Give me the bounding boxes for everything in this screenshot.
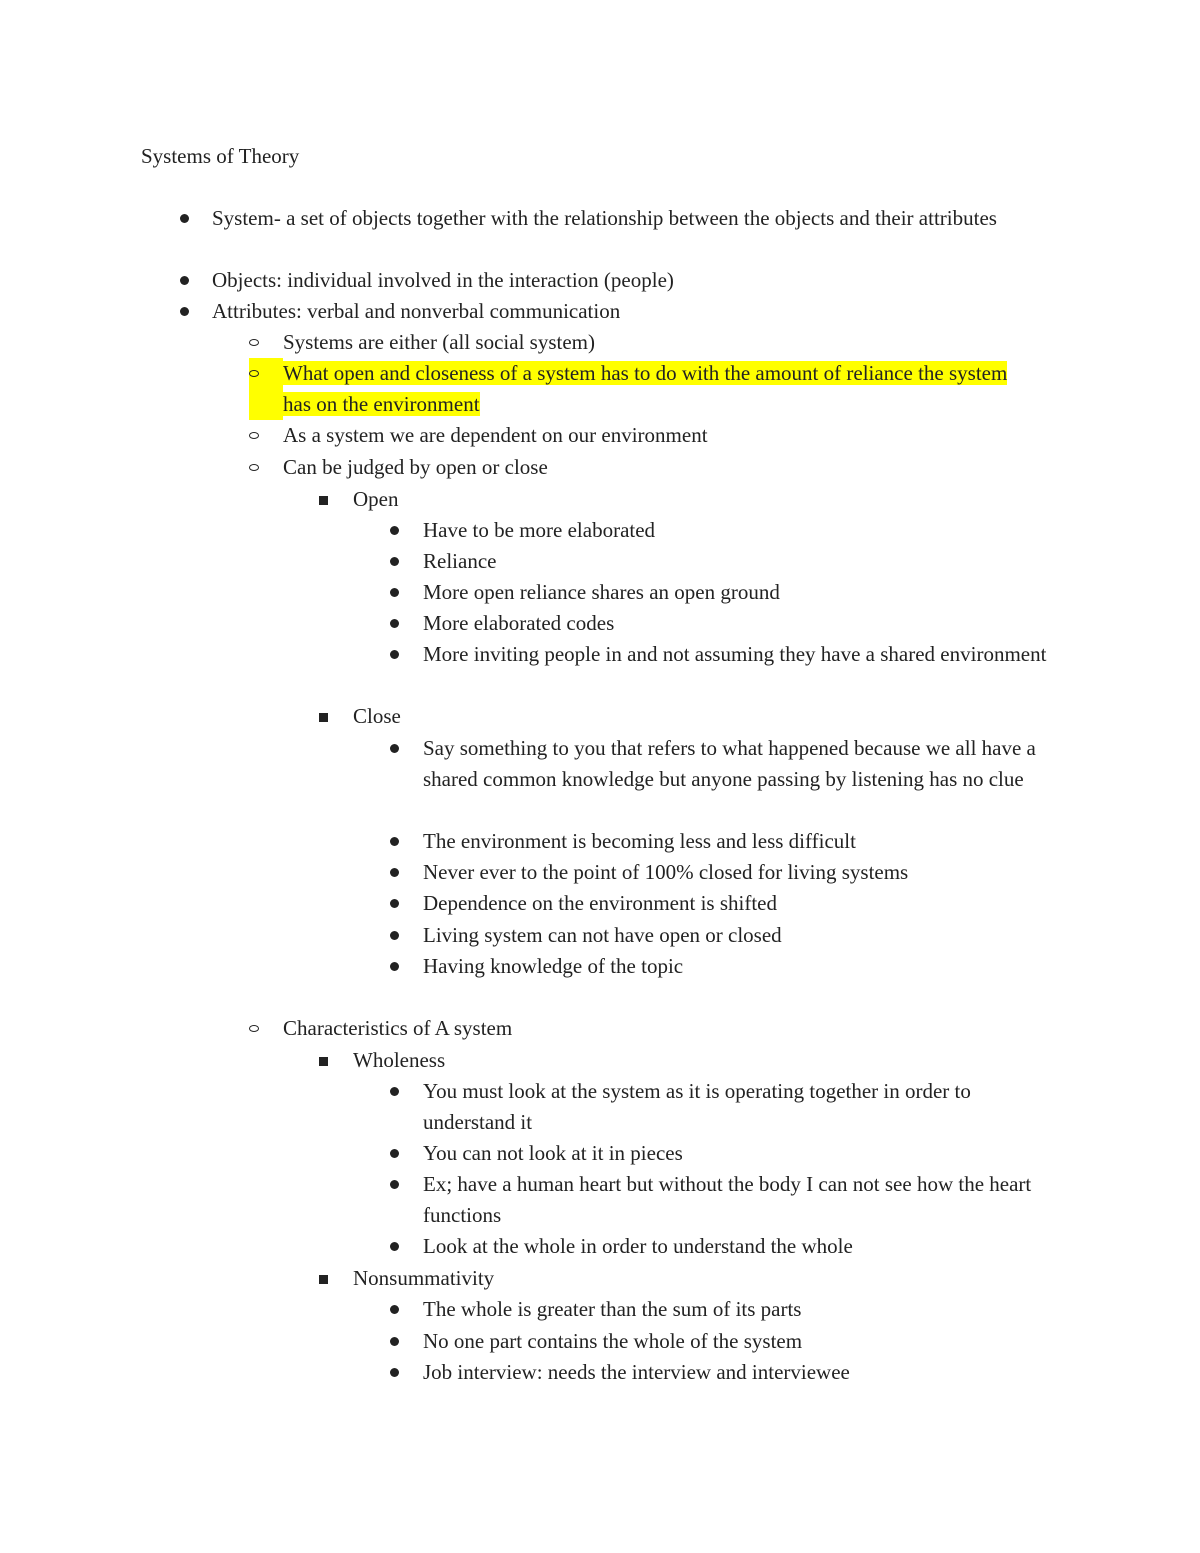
bullet-disc-icon (390, 1368, 399, 1377)
bullet-disc-icon (390, 744, 399, 753)
list-item-text (212, 203, 1010, 234)
item-text: Close (353, 704, 401, 728)
bullet-disc-icon (390, 588, 399, 597)
list-item-text (423, 1076, 1060, 1138)
bullet-disc-icon (390, 962, 399, 971)
item-text: No one part contains the whole of the system (423, 1329, 803, 1353)
list-item-text (423, 1326, 1060, 1357)
list-item-text (423, 951, 1060, 982)
list-item (390, 1357, 1060, 1388)
bullet-square-icon (319, 1275, 328, 1284)
bullet-circle-icon (249, 1025, 259, 1032)
list-item (180, 296, 1010, 327)
list-item (249, 358, 1030, 420)
list-item (390, 951, 1060, 982)
item-text: Ex; have a human heart but without the body I can not see how the heart functions (423, 1172, 1032, 1227)
item-text: You must look at the system as it is operating together in order to understand it (423, 1079, 971, 1134)
list-item (249, 327, 1030, 358)
item-text: Look at the whole in order to understand the whole (423, 1234, 853, 1258)
list-item (390, 1138, 1060, 1169)
item-text: Systems are either (all social system) (283, 330, 595, 354)
item-text: Reliance (423, 549, 497, 573)
bullet-disc-icon (390, 899, 399, 908)
bullet-disc-icon (390, 868, 399, 877)
item-text: The environment is becoming less and less difficult (423, 829, 856, 853)
bullet-circle-icon (249, 432, 259, 439)
list-item (390, 515, 1060, 546)
list-item-text (423, 888, 1060, 919)
item-text: You can not look at it in pieces (423, 1141, 683, 1165)
list-item-text (353, 1263, 1060, 1294)
list-item (390, 1076, 1060, 1138)
list-item (390, 1169, 1060, 1231)
item-text: Living system can not have open or closed (423, 923, 782, 947)
bullet-disc-icon (180, 214, 189, 223)
bullet-disc-icon (180, 276, 189, 285)
bullet-disc-icon (390, 1242, 399, 1251)
bullet-disc-icon (390, 837, 399, 846)
bullet-disc-icon (390, 1337, 399, 1346)
list-item (319, 1045, 1060, 1076)
list-item-text (423, 1138, 1060, 1169)
list-item (390, 920, 1060, 951)
page-title: Systems of Theory (141, 144, 300, 168)
list-item-text (353, 701, 1060, 732)
list-item-text (283, 452, 1030, 483)
item-text: Job interview: needs the interview and interviewee (423, 1360, 850, 1384)
list-item (390, 733, 1060, 795)
list-item-text (283, 327, 1030, 358)
highlighted-text: What open and closeness of a system has to do with the amount of reliance the system has on the environment (283, 361, 1008, 416)
item-text: Attributes: verbal and nonverbal communication (212, 299, 621, 323)
list-item (249, 420, 1030, 451)
list-item-text (423, 1294, 1060, 1325)
item-text: Say something to you that refers to what happened because we all have a shared common knowledge but anyone passing by listening has no clue (423, 736, 1036, 791)
list-item-text (283, 1013, 1030, 1044)
item-text: Having knowledge of the topic (423, 954, 684, 978)
list-item (319, 1263, 1060, 1294)
item-text: As a system we are dependent on our environment (283, 423, 708, 447)
bullet-circle-icon (249, 464, 259, 471)
list-item-text (283, 420, 1030, 451)
list-item-text (423, 920, 1060, 951)
bullet-circle-icon (249, 370, 259, 377)
bullet-disc-icon (390, 931, 399, 940)
list-item-text (212, 296, 1010, 327)
item-text: Objects: individual involved in the interaction (people) (212, 268, 674, 292)
list-item-text (423, 639, 1060, 670)
bullet-disc-icon (390, 1180, 399, 1189)
bullet-disc-icon (390, 619, 399, 628)
bullet-disc-icon (390, 650, 399, 659)
list-item-text (423, 577, 1060, 608)
list-item-text (423, 1357, 1060, 1388)
bullet-square-icon (319, 713, 328, 722)
list-item (249, 452, 1030, 483)
item-text: The whole is greater than the sum of its parts (423, 1297, 802, 1321)
item-text: System- a set of objects together with the relationship between the objects and their attributes (212, 206, 997, 230)
list-item (390, 1326, 1060, 1357)
list-item (249, 1013, 1030, 1044)
list-item (390, 577, 1060, 608)
list-item-text (423, 1169, 1060, 1231)
item-text: Characteristics of A system (283, 1016, 513, 1040)
list-item-text (212, 265, 1010, 296)
bullet-circle-icon (249, 339, 259, 346)
list-item (390, 888, 1060, 919)
list-item-text (353, 1045, 1060, 1076)
list-item-text (423, 515, 1060, 546)
list-item-text (353, 484, 1060, 515)
bullet-disc-icon (390, 1087, 399, 1096)
list-item (390, 546, 1060, 577)
bullet-square-icon (319, 1057, 328, 1066)
list-item (390, 1294, 1060, 1325)
list-item-text (423, 1231, 1060, 1262)
bullet-disc-icon (180, 307, 189, 316)
item-text: Dependence on the environment is shifted (423, 891, 777, 915)
bullet-disc-icon (390, 526, 399, 535)
item-text: Can be judged by open or close (283, 455, 548, 479)
list-item (390, 826, 1060, 857)
list-item (390, 608, 1060, 639)
item-text: Open (353, 487, 399, 511)
bullet-disc-icon (390, 557, 399, 566)
item-text: More elaborated codes (423, 611, 615, 635)
bullet-disc-icon (390, 1149, 399, 1158)
list-item (390, 639, 1060, 670)
list-item (180, 265, 1010, 296)
list-item-text (423, 546, 1060, 577)
item-text: Nonsummativity (353, 1266, 495, 1290)
list-item-text (423, 857, 1060, 888)
list-item-text (423, 826, 1060, 857)
item-text: More open reliance shares an open ground (423, 580, 780, 604)
bullet-square-icon (319, 496, 328, 505)
item-text: Wholeness (353, 1048, 446, 1072)
item-text: Never ever to the point of 100% closed for living systems (423, 860, 909, 884)
list-item (319, 484, 1060, 515)
list-item-text (283, 358, 1030, 420)
list-item (180, 203, 1010, 234)
list-item (319, 701, 1060, 732)
list-item-text (423, 733, 1060, 795)
item-text: More inviting people in and not assuming they have a shared environment (423, 642, 1047, 666)
list-item (390, 857, 1060, 888)
bullet-disc-icon (390, 1305, 399, 1314)
list-item-text (423, 608, 1060, 639)
item-text: Have to be more elaborated (423, 518, 656, 542)
list-item (390, 1231, 1060, 1262)
